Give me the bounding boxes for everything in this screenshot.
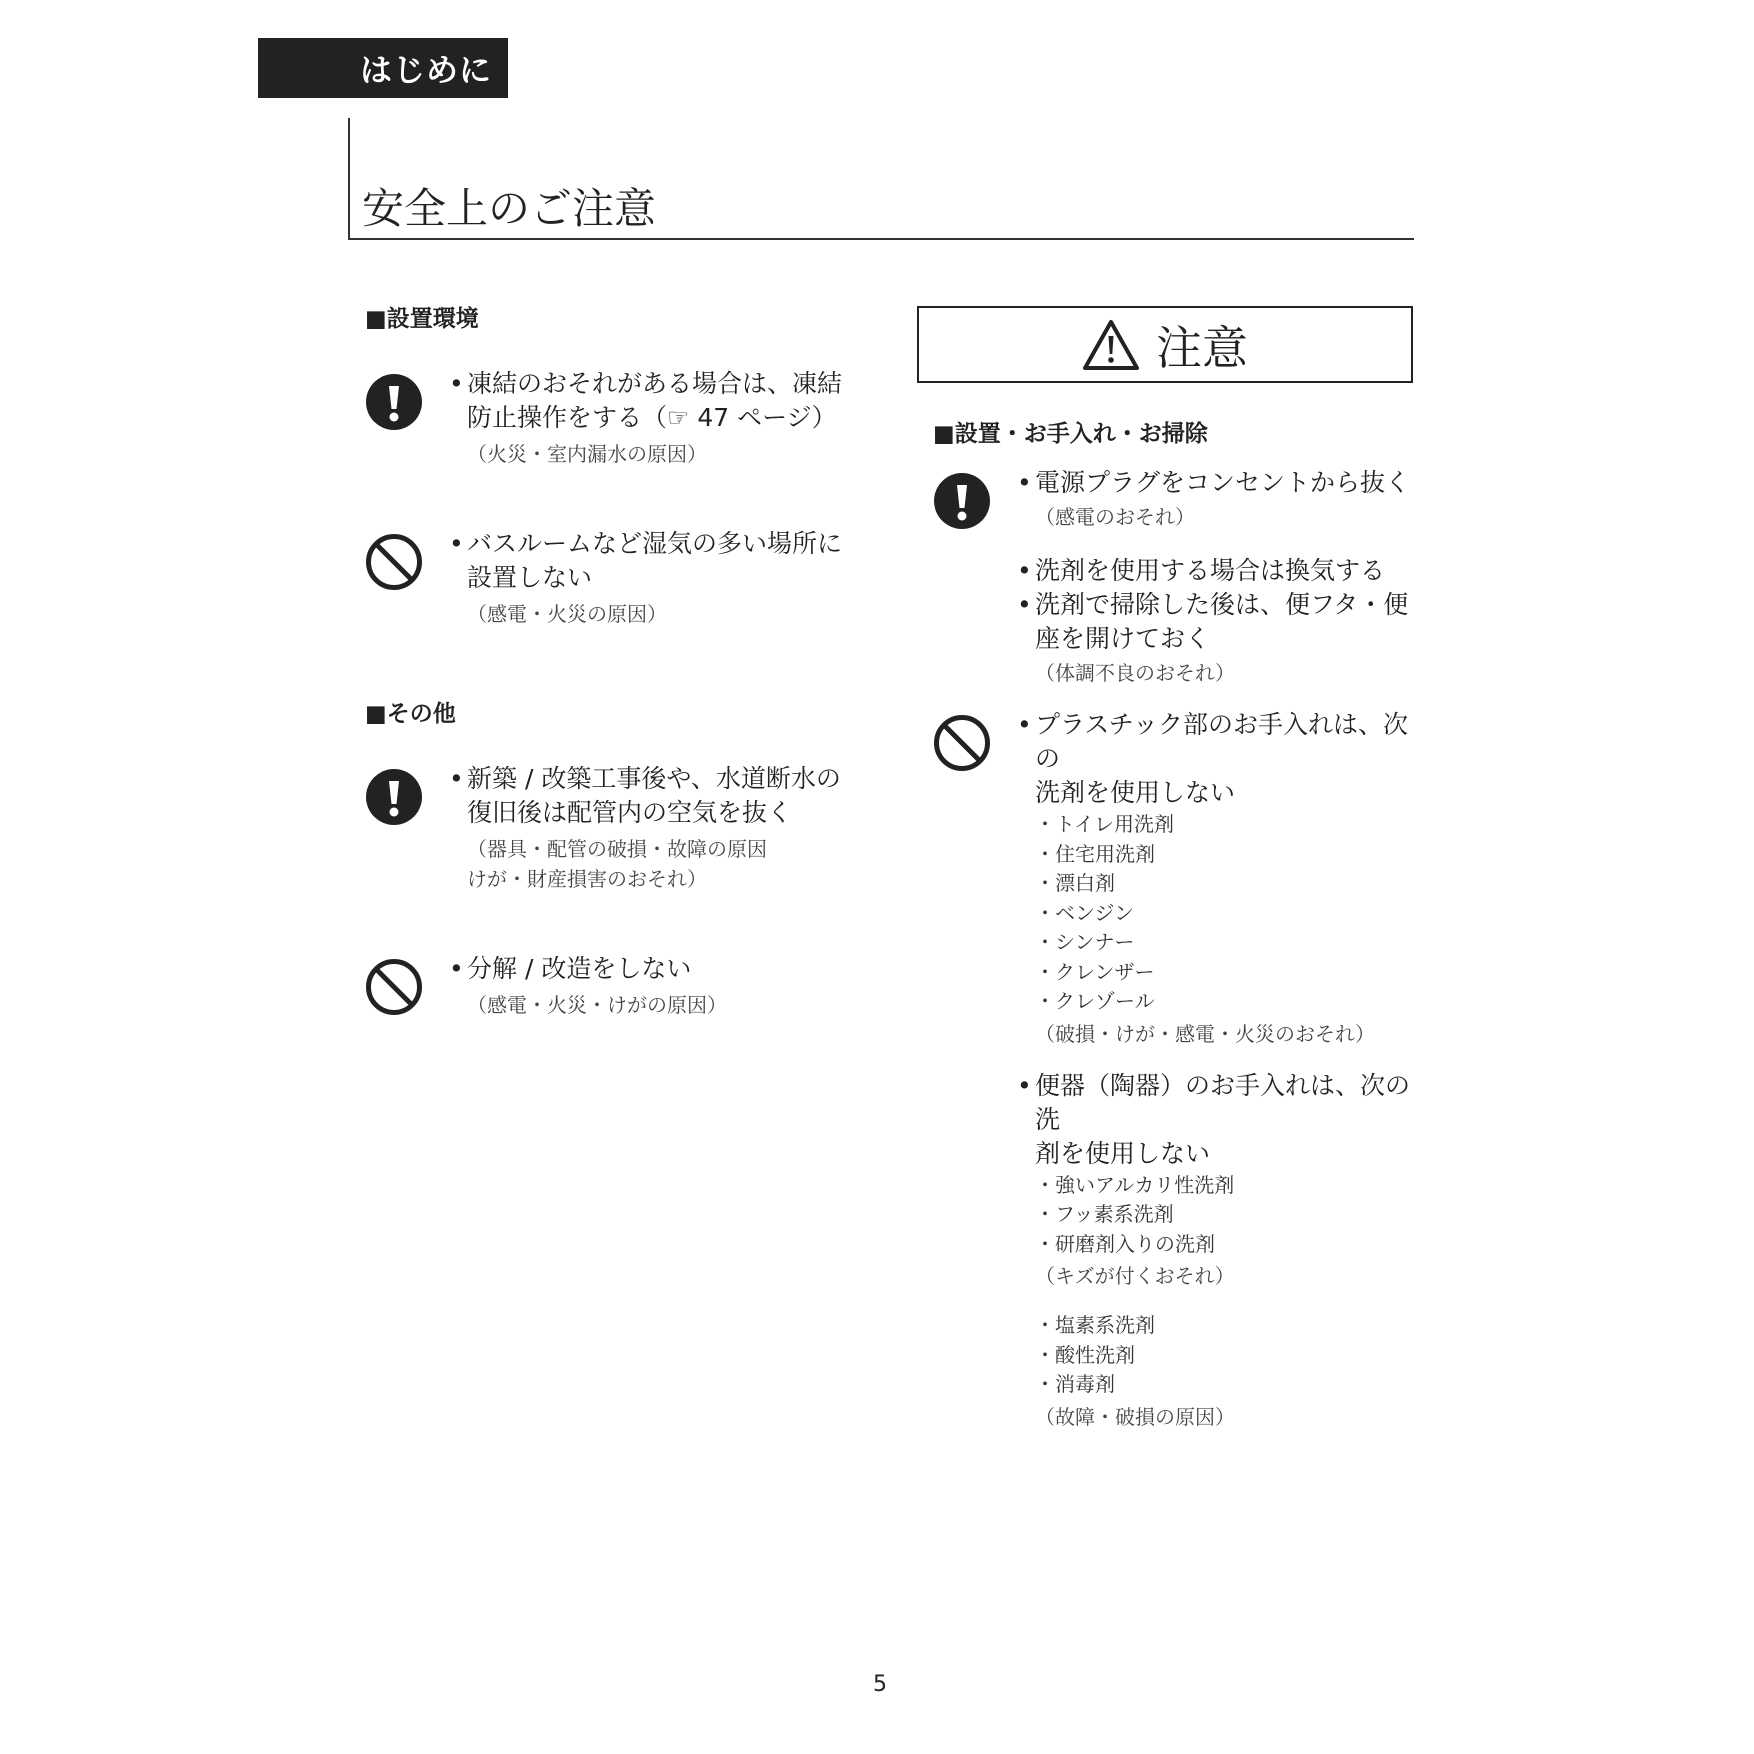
instruction-text: • 洗剤を使用する場合は換気する (1015, 554, 1417, 588)
detergent-list-item: ・クレゾール (1035, 989, 1155, 1013)
instruction-text: • バスルームなど湿気の多い場所に (447, 527, 845, 561)
page-title: 安全上のご注意 (362, 184, 657, 233)
instruction-text: 座を開けておく (1035, 624, 1211, 653)
detergent-list-item: ・シンナー (1035, 930, 1135, 954)
left-column (365, 300, 845, 1020)
detergent-list-item: ・強いアルカリ性洗剤 (1035, 1172, 1235, 1197)
section-heading-other: ■その他 (365, 701, 456, 727)
cause-note: （感電・火災の原因） (467, 602, 667, 626)
detergent-list-item: ・漂白剤 (1035, 871, 1115, 895)
detergent-list-item: ・酸性洗剤 (1035, 1342, 1135, 1367)
detergent-list-item: ・研磨剤入りの洗剤 (1035, 1231, 1215, 1256)
chapter-tab: はじめに (258, 38, 508, 98)
cause-note: （体調不良のおそれ） (1035, 661, 1235, 685)
detergent-list-item: ・フッ素系洗剤 (1035, 1202, 1174, 1226)
detergent-list-item: ・住宅用洗剤 (1035, 841, 1155, 866)
instruction-text: 洗剤を使用しない (1035, 778, 1236, 807)
instruction-text: • 分解 / 改造をしない (447, 952, 845, 986)
instruction-item (933, 466, 1417, 688)
instruction-text: • 新築 / 改築工事後や、水道断水の (447, 762, 845, 796)
page-number: 5 (873, 1672, 887, 1697)
instruction-item (365, 762, 845, 894)
instruction-text: • 洗剤で掃除した後は、便フタ・便 (1015, 588, 1417, 622)
detergent-list-item: ・ベンジン (1035, 900, 1134, 925)
instruction-text: 防止操作をする（☞ 47 ページ） (467, 403, 837, 432)
title-rule-horizontal (348, 238, 1414, 240)
cause-note: （破損・けが・感電・火災のおそれ） (1035, 1021, 1375, 1046)
detergent-list-item: ・消毒剤 (1035, 1372, 1115, 1396)
instruction-text: 設置しない (467, 563, 593, 592)
caution-banner (917, 306, 1413, 383)
caution-label: 注意 (1156, 320, 1248, 375)
cause-note: けが・財産損害のおそれ） (467, 867, 707, 891)
cause-note: （故障・破損の原因） (1035, 1404, 1235, 1429)
cause-note: （感電のおそれ） (1035, 505, 1195, 529)
instruction-item (365, 527, 845, 629)
cause-note: （キズが付くおそれ） (1035, 1264, 1235, 1288)
section-heading-cleaning: ■設置・お手入れ・お掃除 (933, 421, 1208, 447)
prohibition-icon (365, 958, 423, 1016)
instruction-text: • 凍結のおそれがある場合は、凍結 (447, 367, 845, 401)
section-heading-installation: ■設置環境 (365, 306, 479, 332)
mandatory-action-icon (365, 373, 423, 431)
instruction-text: 復旧後は配管内の空気を抜く (467, 798, 793, 827)
instruction-item (365, 367, 845, 469)
detergent-list-item: ・トイレ用洗剤 (1035, 812, 1174, 836)
cause-note: （器具・配管の破損・故障の原因 (467, 837, 767, 861)
instruction-text: • 便器（陶器）のお手入れは、次の洗 (1015, 1069, 1417, 1137)
mandatory-action-icon (933, 472, 991, 530)
prohibition-icon (933, 714, 991, 772)
title-rule-vertical (348, 118, 350, 240)
instruction-text: • プラスチック部のお手入れは、次の (1015, 708, 1417, 776)
detergent-list-item: ・塩素系洗剤 (1035, 1313, 1155, 1337)
cause-note: （感電・火災・けがの原因） (467, 993, 727, 1017)
cause-note: （火災・室内漏水の原因） (467, 442, 707, 466)
instruction-item (933, 708, 1417, 1432)
mandatory-action-icon (365, 768, 423, 826)
instruction-item (365, 952, 845, 1020)
detergent-list-item: ・クレンザー (1035, 959, 1155, 984)
warning-triangle-icon (1082, 319, 1140, 371)
right-column (917, 306, 1417, 1432)
prohibition-icon (365, 533, 423, 591)
instruction-text: • 電源プラグをコンセントから抜く (1015, 466, 1417, 500)
instruction-text: 剤を使用しない (1035, 1138, 1211, 1168)
